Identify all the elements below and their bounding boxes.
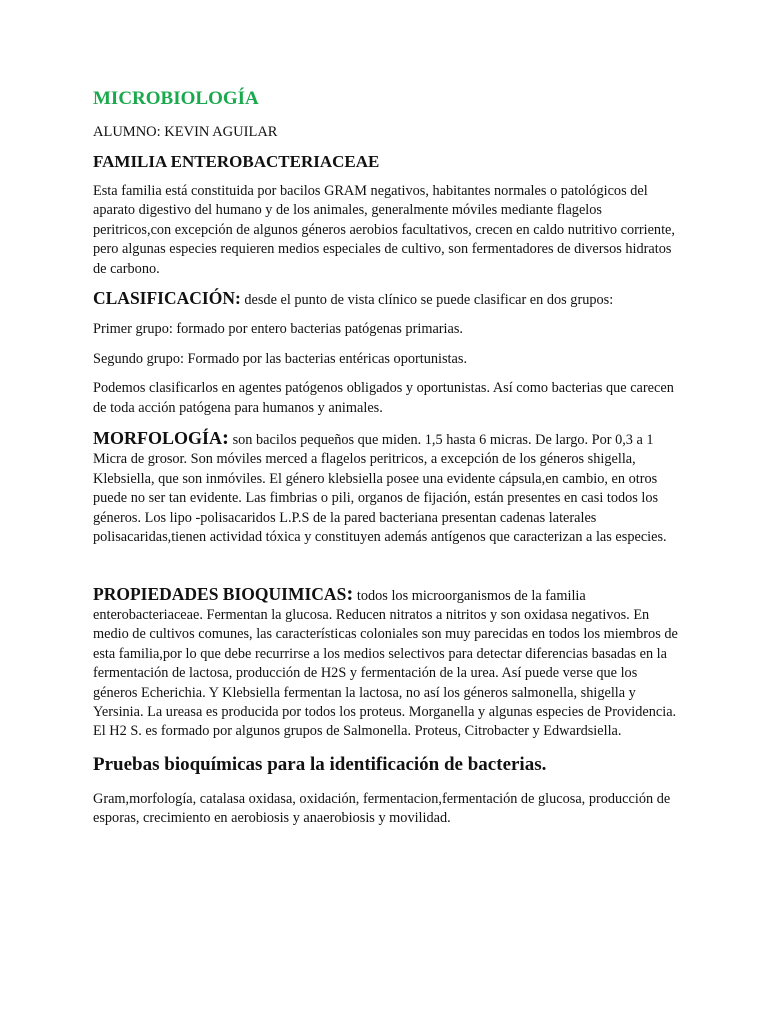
biochem-heading-text: PROPIEDADES BIOQUIMICAS <box>93 583 347 604</box>
family-heading: FAMILIA ENTEROBACTERIACEAE <box>93 152 380 171</box>
document-title: MICROBIOLOGÍA <box>93 88 259 109</box>
agents-paragraph: Podemos clasificarlos en agentes patógenos obligados y oportunistas. Así como bacterias que carecen de toda acción patógena para humanos y animales. <box>93 380 674 416</box>
tests-heading: Pruebas bioquímicas para la identificación de bacterias. <box>93 753 547 775</box>
morphology-heading-text: MORFOLOGÍA <box>93 428 222 449</box>
family-paragraph: Esta familia está constituida por bacilos GRAM negativos, habitantes normales o patológicos del aparato digestivo del humano y de los animales, generalmente móviles mediante flagelos peritricos,con excepción de algunos géneros aerobios facultativos, crecen en caldo nutritivo corriente, pero algunas especies requieren medios especiales de cultivo, son fermentadores de diversos hidratos de carbono. <box>93 183 675 277</box>
classification-heading: CLASIFICACIÓN: <box>93 288 241 309</box>
group-two-paragraph: Segundo grupo: Formado por las bacterias entéricas oportunistas. <box>93 350 468 367</box>
biochem-colon: : <box>346 580 354 605</box>
tests-paragraph: Gram,morfología, catalasa oxidasa, oxidación, fermentacion,fermentación de glucosa, producción de esporas, crecimiento en aerobiosis y anaerobiosis y movilidad. <box>93 790 671 827</box>
morphology-paragraph <box>93 425 683 547</box>
classification-paragraph <box>93 289 683 310</box>
morphology-colon: : <box>222 425 229 450</box>
biochem-paragraph <box>93 580 683 742</box>
classification-text: desde el punto de vista clínico se puede clasificar en dos grupos: <box>240 292 614 309</box>
document-page <box>93 86 683 839</box>
group-one-paragraph: Primer grupo: formado por entero bacterias patógenas primarias. <box>93 321 464 338</box>
student-name: ALUMNO: KEVIN AGUILAR <box>93 124 278 140</box>
biochem-heading <box>93 580 354 605</box>
section-spacer <box>93 558 683 584</box>
biochem-text: todos los microorganismos de la familia enterobacteriaceae. Fermentan la glucosa. Reducen nitratos a nitritos y son oxidasa negativos. En medio de cultivos comunes, las características coloniales son muy parecidas en todos los miembros de esta familia,por lo que debe recurrirse a los medios selectivos para detectar diferencias basadas en la fermentación de lactosa, producción de H2S y fermentación de la urea. Así puede verse que los géneros Echerichia. Y Klebsiella fermentan la lactosa, no así los géneros salmonella, shigella y Yersinia. La ureasa es producida por todos los proteus. Morganella y algunas especies de Providencia. El H2 S. es formado por algunos grupos de Salmonella. Proteus, Citrobacter y Edwardsiella. <box>93 587 678 740</box>
morphology-text: son bacilos pequeños que miden. 1,5 hasta 6 micras. De largo. Por 0,3 a 1 Micra de grosor. Son móviles merced a flagelos peritricos, a excepción de los géneros shigella, Klebsiella, que son inmóviles. El género klebsiella posee una evidente cápsula,en cambio, en otros puede no ser tan evidente. Las fimbrias o pili, organos de fijación, están presentes en casi todos los géneros. Los lipo -polisacaridos L.P.S de la pared bacteriana presentan cadenas laterales polisacaridas,tienen actividad tóxica y constituyen además antígenos que caracterizan a las especies. <box>93 432 667 546</box>
morphology-heading <box>93 425 229 450</box>
